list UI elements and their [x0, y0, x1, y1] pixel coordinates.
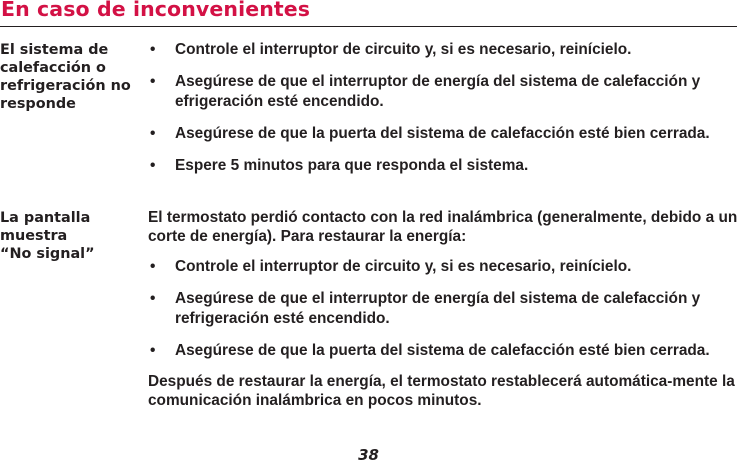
- section-no-signal: [148, 208, 737, 410]
- bullet-item: • Controle el interruptor de circuito y, si es necesario, reinícielo.: [148, 40, 737, 60]
- term-line: “No signal”: [0, 246, 95, 262]
- intro-paragraph: El termostato perdió contacto con la red inalámbrica (generalmente, debido a un corte de energía). Para restaurar la energía:: [148, 209, 737, 245]
- page-number: 38: [358, 446, 379, 464]
- bullet-item: • Espere 5 minutos para que responda el sistema.: [148, 156, 737, 176]
- term-line: muestra: [0, 228, 68, 244]
- bullet-item: • Asegúrese de que la puerta del sistema de calefacción esté bien cerrada.: [148, 341, 737, 361]
- bullet-item: • Asegúrese de que la puerta del sistema de calefacción esté bien cerrada.: [148, 124, 737, 144]
- term-no-signal: [0, 209, 95, 263]
- term-line: El sistema de: [0, 42, 109, 58]
- bullet-item: • Asegúrese de que el interruptor de energía del sistema de calefacción y refrigeración esté encendido.: [148, 289, 737, 329]
- term-line: responde: [0, 96, 76, 112]
- term-system-not-responding: [0, 41, 131, 113]
- title-divider: [0, 26, 737, 27]
- bullet-list: [148, 257, 737, 361]
- section-system-not-responding: [148, 40, 737, 188]
- bullet-item: • Asegúrese de que el interruptor de energía del sistema de calefacción y efrigeración esté encendido.: [148, 72, 737, 112]
- term-line: La pantalla: [0, 210, 91, 226]
- bullet-list: [148, 40, 737, 176]
- term-line: calefacción o: [0, 60, 106, 76]
- bullet-item: • Controle el interruptor de circuito y, si es necesario, reinícielo.: [148, 257, 737, 277]
- page-title: En caso de inconvenientes: [1, 0, 311, 21]
- closing-paragraph: Después de restaurar la energía, el termostato restablecerá automática-mente la comunicación inalámbrica en pocos minutos.: [148, 373, 735, 409]
- term-line: refrigeración no: [0, 78, 131, 94]
